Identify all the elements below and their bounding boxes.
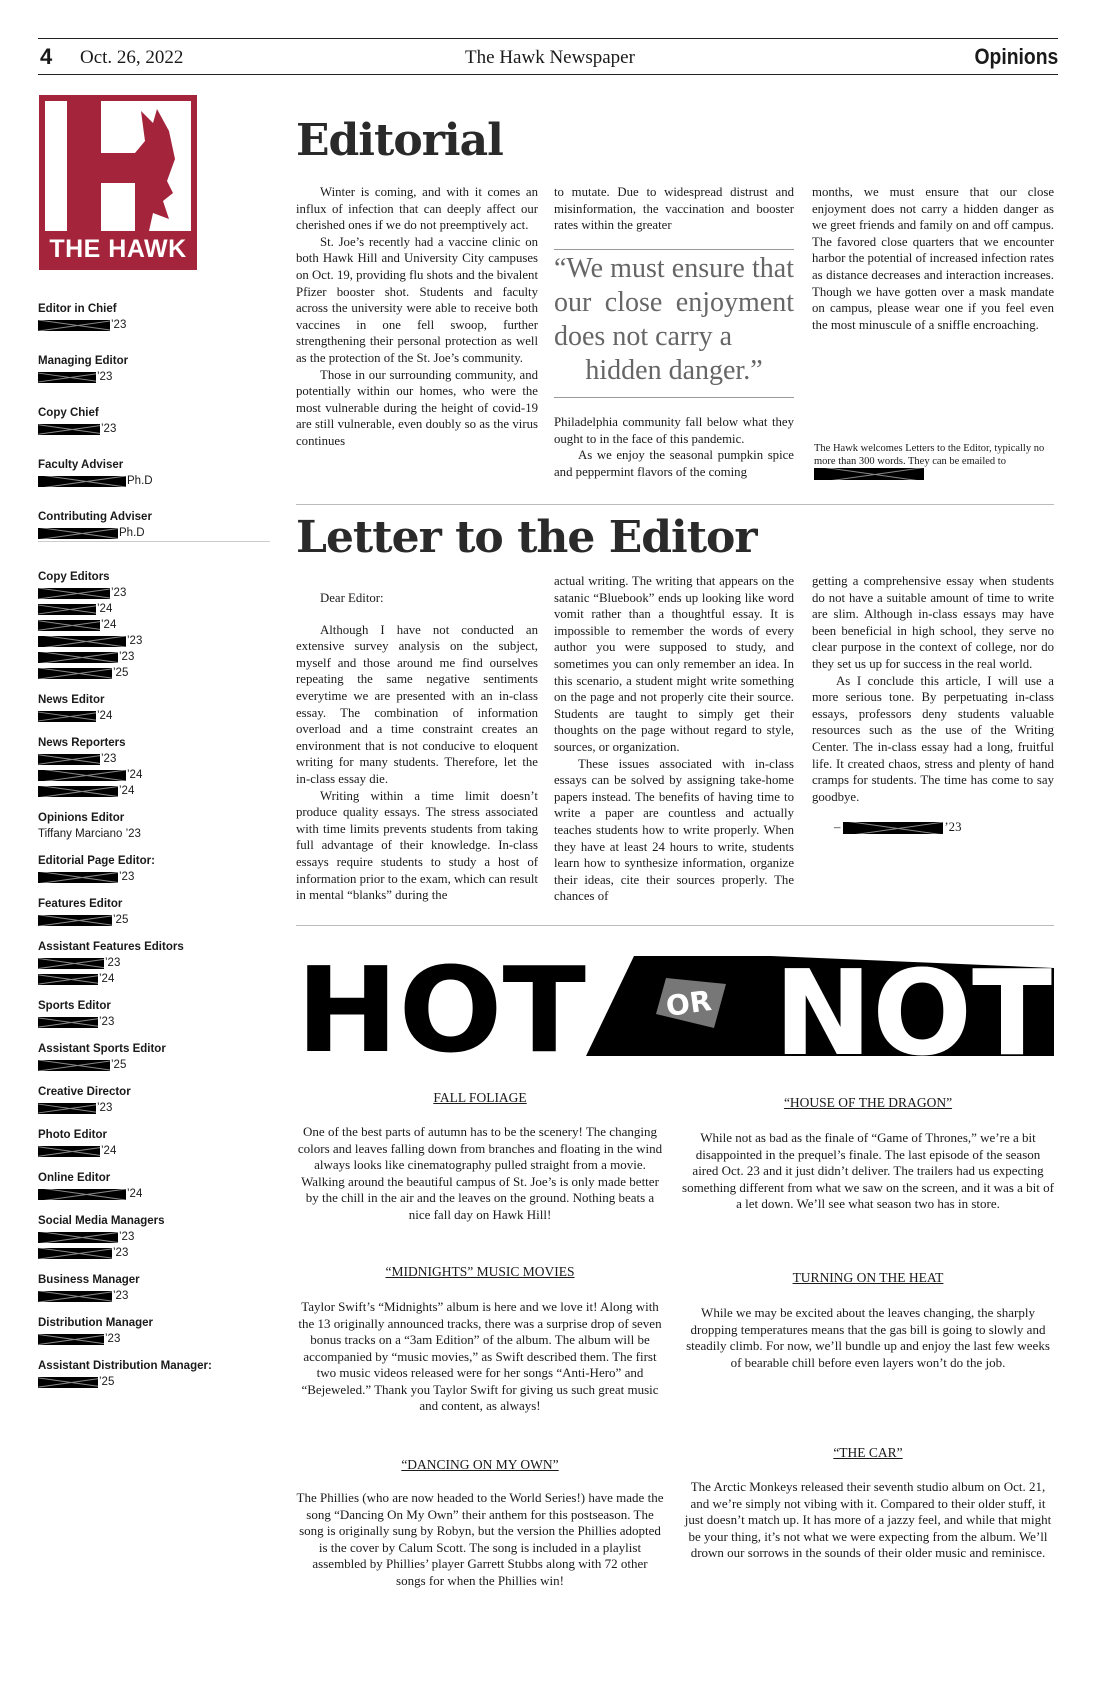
staff-year: Ph.D xyxy=(127,475,153,487)
masthead-role xyxy=(38,940,268,987)
staff-year: ’24 xyxy=(127,1188,143,1200)
hot-word: HOT xyxy=(296,956,586,1056)
editorial-heading: Editorial xyxy=(296,115,503,166)
editorial-column-2-top xyxy=(554,184,794,234)
masthead-role xyxy=(38,1128,268,1159)
not-item-title: “HOUSE OF THE DRAGON” xyxy=(783,1095,953,1110)
role-title: Editorial Page Editor: xyxy=(38,855,155,867)
redacted-name xyxy=(38,1189,126,1200)
letter-paragraph: Writing within a time limit doesn’t produce quality essays. The stress associated with time limits prevents students from taking full advantage of their knowledge. In-class essays require students to study a host of information prior to the exam, which can result in mental “blanks” during the xyxy=(296,788,538,903)
staff-year: ’23 xyxy=(99,1016,115,1028)
staff-name xyxy=(38,1143,268,1159)
role-title: Features Editor xyxy=(38,898,123,910)
staff-year: ’23 xyxy=(127,635,143,647)
staff-name xyxy=(38,317,268,333)
staff-name xyxy=(38,1229,268,1245)
staff-year: ’24 xyxy=(97,603,113,615)
redacted-name xyxy=(38,424,100,435)
editorial-column-1 xyxy=(296,184,538,450)
staff-name xyxy=(38,617,268,633)
redacted-name xyxy=(38,1291,112,1302)
redacted-name xyxy=(38,711,96,722)
masthead-role xyxy=(38,570,268,681)
role-title: Copy Chief xyxy=(38,407,99,419)
redacted-name xyxy=(38,958,104,969)
letter-column-3 xyxy=(812,573,1054,836)
redacted-name xyxy=(38,320,110,331)
staff-name xyxy=(38,525,268,541)
redacted-name xyxy=(38,372,96,383)
staff-name xyxy=(38,585,268,601)
redacted-name xyxy=(38,1232,118,1243)
staff-name xyxy=(38,1186,268,1202)
staff-name xyxy=(38,1057,268,1073)
redacted-name xyxy=(38,652,118,663)
masthead-role xyxy=(38,406,268,437)
staff-year: ’23 xyxy=(113,1247,129,1259)
not-item-title: TURNING ON THE HEAT xyxy=(792,1270,944,1285)
staff-year: ’23 xyxy=(119,871,135,883)
role-title: Business Manager xyxy=(38,1274,140,1286)
signoff-dash: – xyxy=(834,820,841,835)
letter-paragraph: getting a comprehensive essay when students do not have a suitable amount of time to write are slim. Although in-class essays may have been beneficial in high school, they serve no clear purpose in the context of college, nor do they set us up for success in the real world. xyxy=(812,574,1054,671)
role-title: Assistant Sports Editor xyxy=(38,1043,166,1055)
masthead-role xyxy=(38,510,268,541)
page-number: 4 xyxy=(40,44,53,69)
staff-year: ’24 xyxy=(97,710,113,722)
staff-year: ’23 xyxy=(119,1231,135,1243)
header-top-rule xyxy=(38,38,1058,39)
role-title: News Reporters xyxy=(38,737,126,749)
pull-quote-last-line: hidden danger.” xyxy=(585,355,763,386)
letters-note xyxy=(814,442,1054,484)
masthead-role xyxy=(38,458,268,489)
redacted-name xyxy=(38,754,100,765)
redacted-name xyxy=(38,1248,112,1259)
masthead-role xyxy=(38,897,268,928)
letter-signoff xyxy=(812,819,1054,836)
staff-year: ’25 xyxy=(99,1376,115,1388)
masthead-primary xyxy=(38,302,268,562)
role-title: Distribution Manager xyxy=(38,1317,154,1329)
role-title: Photo Editor xyxy=(38,1129,107,1141)
redacted-name xyxy=(38,872,118,883)
redacted-name xyxy=(38,1146,100,1157)
role-title: Assistant Distribution Manager: xyxy=(38,1360,212,1372)
editorial-column-2-bottom xyxy=(554,414,794,480)
masthead-role xyxy=(38,1085,268,1116)
staff-name xyxy=(38,912,268,928)
masthead-role xyxy=(38,999,268,1030)
staff-name xyxy=(38,767,268,783)
letters-note-text: The Hawk welcomes Letters to the Editor, typically no more than 300 words. They can be emailed to xyxy=(814,443,1045,467)
redacted-name xyxy=(38,1377,98,1388)
masthead-role xyxy=(38,1273,268,1304)
redacted-name xyxy=(38,604,96,615)
role-title: Opinions Editor xyxy=(38,812,125,824)
role-title: Faculty Adviser xyxy=(38,459,124,471)
letter-paragraph: As I conclude this article, I will use a more serious tone. By perpetuating in-class essays, professors deny students valuable resources such as the use of the Writing Center. The in-class essay had a long, fruitful life. It created chaos, stress and plenty of hand cramps for students. The time has come to say goodbye. xyxy=(812,673,1054,804)
staff-name xyxy=(38,665,268,681)
letter-column-2 xyxy=(554,573,794,905)
letter-paragraph: These issues associated with in-class essays can be solved by assigning take-home papers instead. The benefits of having time to write a paper are countless and actually teaches students how to write properly. When they have at least 24 hours to write, students learn how to synthesize information, organize their ideas, cite their sources properly. The chances of xyxy=(554,756,794,904)
staff-year: ’23 xyxy=(111,587,127,599)
redacted-name xyxy=(38,668,112,679)
staff-year: ’24 xyxy=(101,1145,117,1157)
staff-name xyxy=(38,1288,268,1304)
editorial-paragraph: Philadelphia community fall below what they ought to in the face of this pandemic. xyxy=(554,415,794,446)
masthead-role xyxy=(38,854,268,885)
staff-year: ’23 xyxy=(101,753,117,765)
pull-quote xyxy=(554,252,794,388)
hawk-h-emblem-icon xyxy=(45,101,191,231)
hot-or-not-banner xyxy=(296,956,1054,1056)
redacted-name xyxy=(38,915,112,926)
role-title: Creative Director xyxy=(38,1086,131,1098)
staff-name xyxy=(38,955,268,971)
masthead-role xyxy=(38,811,268,842)
hot-item-body: The Phillies (who are now headed to the World Series!) have made the song “Dancing On My Own” their anthem for this postseason. The song is originally sung by Robyn, but the version the Phillies adopted is the cover by Calum Scott. The song is included in a playlist assembled by Phillies’ player Garrett Stubbs along with 72 other songs for when the Phillies win! xyxy=(296,1490,664,1588)
hot-item-title: FALL FOLIAGE xyxy=(433,1090,527,1105)
staff-name xyxy=(38,369,268,385)
header-bottom-rule xyxy=(38,74,1058,75)
redacted-name xyxy=(38,528,118,539)
masthead-role xyxy=(38,736,268,799)
hot-item-body: Taylor Swift’s “Midnights” album is here and we love it! Along with the 13 originally announced tracks, there was a surprise drop of seven bonus tracks on a “3am Edition” of the album. The album will be accompanied by “music movies,” as Swift described them. The first two music videos released were for her songs “Anti-Hero” and “Bejeweled.” Thank you Taylor Swift for giving us such great music and content, as always! xyxy=(298,1299,662,1413)
staff-year: ’23 xyxy=(119,651,135,663)
redacted-name xyxy=(38,786,118,797)
hot-item-body: One of the best parts of autumn has to be the scenery! The changing colors and leaves falling down from branches and floating in the wind always looks like cinematography pulled straight from a movie. Walking around the beautiful campus of St. Joe’s is only made better by the chill in the air and the leaves on the ground. Nothing beats a nice fall day on Hawk Hill! xyxy=(297,1124,663,1222)
staff-year: ’23 xyxy=(97,1102,113,1114)
or-word: OR xyxy=(663,984,714,1024)
role-title: News Editor xyxy=(38,694,105,706)
issue-date: Oct. 26, 2022 xyxy=(80,47,184,68)
masthead-role xyxy=(38,1214,268,1261)
redacted-name xyxy=(38,770,126,781)
letter-paragraph: Although I have not conducted an extensive survey analysis on the subject, myself and those around me find ourselves repeating the same negative sentiments everytime we are presented with an in-class essay. The combination of information overload and a time constraint creates an environment that is not conducive to eloquent writing for many students. Therefore, let the in-class essay die. xyxy=(296,622,538,786)
redacted-author xyxy=(843,822,943,834)
staff-name xyxy=(38,826,268,842)
staff-name xyxy=(38,473,268,489)
role-title: Managing Editor xyxy=(38,355,129,367)
paper-name: The Hawk Newspaper xyxy=(465,47,635,68)
letter-column-1 xyxy=(296,590,538,904)
role-title: Sports Editor xyxy=(38,1000,111,1012)
staff-name xyxy=(38,421,268,437)
staff-year: ’24 xyxy=(99,973,115,985)
masthead-divider xyxy=(38,541,270,542)
staff-year: ’24 xyxy=(127,769,143,781)
role-title: Copy Editors xyxy=(38,571,110,583)
hawk-logo xyxy=(39,95,197,270)
staff-year: ’23 xyxy=(97,371,113,383)
masthead-role xyxy=(38,1171,268,1202)
not-item-body: The Arctic Monkeys released their seventh studio album on Oct. 21, and we’re simply not vibing with it. Compared to their older stuff, it just doesn’t match up. It has more of a jazzy feel, and while that might be your thing, it’s not what we were expecting from the album. We’ll drown our sorrows in the sounds of their older music and reminisce. xyxy=(684,1479,1052,1560)
staff-name xyxy=(38,601,268,617)
redacted-name xyxy=(38,636,126,647)
not-item-body: While not as bad as the finale of “Game of Thrones,” we’re a bit disappointed in the prequel’s finale. The last episode of the season aired Oct. 23 and it just didn’t deliver. The trailers had us expecting something different from what we saw on the screen, and it was a bit of a let down. We’ll see what season two has in store. xyxy=(682,1130,1054,1211)
staff-name xyxy=(38,1245,268,1261)
staff-year: ’23 xyxy=(111,319,127,331)
redacted-name xyxy=(38,476,126,487)
letter-paragraph: actual writing. The writing that appears on the satanic “Bluebook” ends up looking like word vomit rather than a thoughtful essay. It is impossible to remember the words of every author you were supposed to study, and sometimes you can only remember an idea. In this scenario, a student might write something on the page and not properly cite their source. Students are taught to simply get their thoughts on the page without regard to style, sources, or organization. xyxy=(554,574,794,754)
not-item-title: “THE CAR” xyxy=(833,1445,903,1460)
logo-text: THE HAWK xyxy=(49,235,187,263)
role-title: Social Media Managers xyxy=(38,1215,165,1227)
staff-name xyxy=(38,708,268,724)
staff-name xyxy=(38,971,268,987)
redacted-name xyxy=(38,974,98,985)
pull-quote-top-rule xyxy=(554,249,794,250)
role-title: Assistant Features Editors xyxy=(38,941,184,953)
signoff-year: ’23 xyxy=(944,820,962,835)
staff-name xyxy=(38,633,268,649)
editorial-paragraph: months, we must ensure that our close enjoyment does not carry a hidden danger as we greet friends and family on and off campus. The favored close quarters that we encounter harbor the potential of increased infection rates as distance decreases and interaction increases. Though we have gotten over a mask mandate on campus, please wear one if you feel even the most minuscule of a sniffle encroaching. xyxy=(812,185,1054,332)
masthead-role xyxy=(38,1359,268,1390)
staff-year: Ph.D xyxy=(119,527,145,539)
redacted-name xyxy=(38,1060,110,1071)
role-title: Contributing Adviser xyxy=(38,511,152,523)
editorial-paragraph: St. Joe’s recently had a vaccine clinic on both Hawk Hill and University City campuses on Oct. 19, providing flu shots and the bivalent Pfizer booster shot. Students and faculty across the university were able to receive both vaccines in one fell swoop, further strengthening their personal protection as well as the protection of the St. Joe’s community. xyxy=(296,234,538,365)
staff-name xyxy=(38,1100,268,1116)
role-title: Editor in Chief xyxy=(38,303,117,315)
not-word: NOT xyxy=(774,956,1052,1056)
masthead-role xyxy=(38,693,268,724)
editorial-column-3 xyxy=(812,184,1054,333)
masthead-role xyxy=(38,354,268,385)
staff-name xyxy=(38,751,268,767)
masthead-role xyxy=(38,302,268,333)
pull-quote-bottom-rule xyxy=(554,397,794,398)
staff-name xyxy=(38,1331,268,1347)
staff-year: ’23 xyxy=(105,957,121,969)
letter-heading: Letter to the Editor xyxy=(296,512,757,563)
staff-name xyxy=(38,1014,268,1030)
staff-year: ’23 xyxy=(113,1290,129,1302)
section-divider xyxy=(296,925,1054,926)
section-name: Opinions xyxy=(974,44,1058,69)
staff-year: ’25 xyxy=(113,914,129,926)
redacted-email xyxy=(814,468,924,480)
editorial-paragraph: to mutate. Due to widespread distrust and misinformation, the vaccination and booster rates within the greater xyxy=(554,185,794,233)
staff-year: ’23 xyxy=(101,423,117,435)
not-item-body: While we may be excited about the leaves changing, the sharply dropping temperatures means that the gas bill is going to slowly and steadily climb. For now, we’ll bundle up and enjoy the last few weeks of bearable chill before even layers won’t do the job. xyxy=(686,1305,1050,1370)
staff-year: ’24 xyxy=(101,619,117,631)
staff-year: ’25 xyxy=(111,1059,127,1071)
editorial-paragraph: Winter is coming, and with it comes an influx of infection that can deeply affect our cherished ones if we do not preemptively act. xyxy=(296,185,538,233)
letter-salutation: Dear Editor: xyxy=(320,591,384,605)
redacted-name xyxy=(38,588,110,599)
staff-year: ’25 xyxy=(113,667,129,679)
staff-name-text: Tiffany Marciano ’23 xyxy=(38,828,141,840)
staff-name xyxy=(38,1374,268,1390)
editorial-paragraph: As we enjoy the seasonal pumpkin spice and peppermint flavors of the coming xyxy=(554,448,794,479)
hot-item-title: “MIDNIGHTS” MUSIC MOVIES xyxy=(385,1264,575,1279)
staff-name xyxy=(38,649,268,665)
masthead-role xyxy=(38,1316,268,1347)
section-divider xyxy=(296,504,1054,505)
pull-quote-text: “We must ensure that our close enjoyment does not carry a xyxy=(554,253,794,352)
staff-year: ’24 xyxy=(119,785,135,797)
editorial-paragraph: Those in our surrounding community, and potentially within our homes, who were the most vulnerable during the height of covid-19 are still vulnerable, even doubly so as the virus continues xyxy=(296,367,538,448)
masthead-staff xyxy=(38,570,268,1402)
masthead-role xyxy=(38,1042,268,1073)
role-title: Online Editor xyxy=(38,1172,111,1184)
redacted-name xyxy=(38,620,100,631)
staff-year: ’23 xyxy=(105,1333,121,1345)
staff-name xyxy=(38,783,268,799)
redacted-name xyxy=(38,1017,98,1028)
redacted-name xyxy=(38,1103,96,1114)
staff-name xyxy=(38,869,268,885)
redacted-name xyxy=(38,1334,104,1345)
hot-item-title: “DANCING ON MY OWN” xyxy=(401,1457,559,1472)
